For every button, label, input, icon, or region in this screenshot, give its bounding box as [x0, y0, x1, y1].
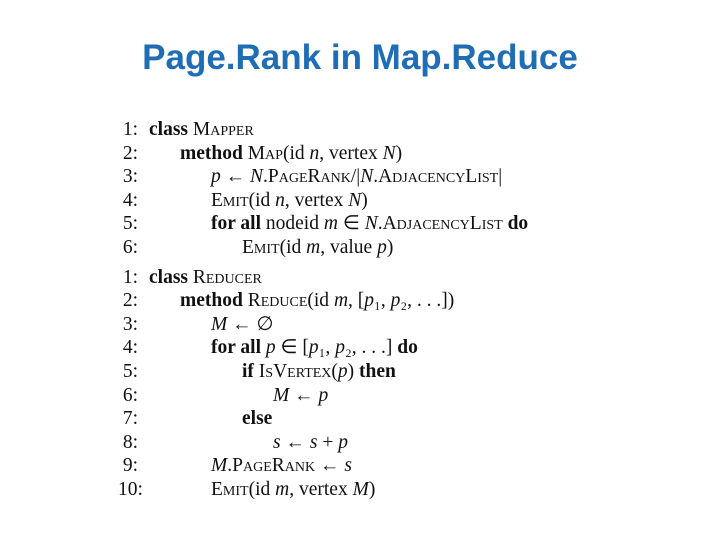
code-token: /| [350, 166, 361, 188]
code-statement [211, 212, 528, 236]
code-token: s [309, 431, 318, 453]
code-token: ← [289, 384, 319, 406]
code-token: . [263, 166, 268, 188]
code-token: Map [247, 142, 283, 164]
code-token: (id [282, 142, 310, 164]
code-token: Reduce [247, 290, 308, 312]
code-token: M [211, 313, 228, 335]
code-token: p [364, 290, 375, 312]
line-number: 4: [122, 337, 138, 359]
line-number: 6: [122, 236, 138, 258]
code-token: if [242, 360, 259, 382]
line-number: 5: [122, 360, 138, 382]
code-token: p [377, 236, 387, 258]
line-number: 1: [122, 266, 138, 288]
code-statement [211, 313, 274, 337]
code-token: method [180, 142, 248, 164]
code-token: m [306, 236, 321, 258]
line-number: 4: [122, 189, 138, 211]
code-token: p [338, 431, 348, 453]
code-token: M [352, 478, 369, 500]
code-token: p [318, 384, 329, 406]
line-number: 5: [122, 213, 138, 235]
code-token: N [360, 166, 374, 188]
code-token: Emit [211, 478, 249, 500]
reducer-line [118, 384, 618, 408]
code-token: , vertex [284, 189, 349, 211]
code-token: , vertex [289, 478, 353, 500]
code-token: m [333, 290, 349, 312]
slide-title: Page.Rank in Map.Reduce [142, 38, 578, 77]
code-token: PageRank [267, 166, 351, 188]
code-token: m [275, 478, 290, 500]
line-number: 2: [122, 290, 138, 312]
code-token: ( [331, 360, 338, 382]
code-token: else [242, 408, 273, 430]
code-token: class [149, 266, 193, 288]
code-token: IsVertex [258, 360, 332, 382]
code-token: (id [307, 290, 334, 312]
code-token: p [337, 360, 348, 382]
line-number: 9: [122, 455, 138, 477]
code-statement [242, 360, 396, 384]
code-token: ← [220, 166, 250, 188]
line-number: 3: [122, 166, 138, 188]
line-number: 6: [122, 384, 138, 406]
code-token: ) [347, 360, 360, 382]
code-token: N [250, 166, 264, 188]
code-token: ) [368, 478, 376, 500]
code-token: (id [279, 236, 307, 258]
code-token: M [211, 455, 228, 477]
code-token: Emit [211, 189, 249, 211]
code-token: p [390, 290, 401, 312]
reducer-line [118, 266, 618, 290]
code-token: | [498, 166, 503, 188]
line-number: 8: [122, 431, 138, 453]
code-token: class [149, 119, 193, 140]
code-token: method [180, 290, 248, 312]
reducer-algorithm [118, 266, 618, 502]
code-statement [211, 336, 418, 360]
reducer-line [118, 360, 618, 384]
code-token: ₂, . . .]) [400, 290, 455, 312]
code-statement [242, 236, 393, 260]
code-statement [273, 431, 348, 455]
code-token: ₁, [374, 290, 391, 312]
code-statement [242, 407, 272, 431]
code-token: s [273, 431, 281, 453]
code-token: s [344, 455, 352, 477]
mapper-line [118, 118, 618, 142]
code-token: , [ [348, 290, 365, 312]
mapper-algorithm [118, 118, 618, 260]
code-token: m [323, 213, 338, 235]
code-token: p [211, 166, 221, 188]
code-token: p [265, 337, 276, 359]
code-token: PageRank [232, 455, 316, 477]
code-token: p [335, 337, 345, 359]
code-token: p [308, 337, 319, 359]
code-token: ← ∅ [227, 313, 274, 335]
reducer-line [118, 336, 618, 360]
mapper-line [118, 212, 618, 236]
code-token: then [359, 360, 396, 382]
code-token: N [382, 142, 396, 164]
code-statement [149, 266, 262, 290]
code-token: + [317, 431, 339, 453]
code-token: Mapper [192, 119, 254, 140]
line-number: 3: [122, 313, 138, 335]
code-token: (id [248, 478, 276, 500]
code-token: . [377, 213, 383, 235]
reducer-line [118, 454, 618, 478]
code-token: ∈ [337, 213, 365, 235]
code-token: ) [386, 236, 394, 258]
code-statement [211, 189, 368, 213]
code-token: , vertex [319, 142, 383, 164]
code-token: ) [395, 142, 403, 164]
code-token: ₁, [318, 337, 336, 359]
reducer-line [118, 407, 618, 431]
code-statement [211, 478, 375, 502]
code-token: AdjacencyList [378, 166, 499, 188]
code-statement [180, 142, 402, 166]
pseudocode-listing [118, 118, 618, 502]
code-token: for all [211, 337, 266, 359]
code-statement [273, 384, 328, 408]
code-token: for all [211, 213, 266, 235]
code-token: ← [315, 455, 345, 477]
code-statement [180, 289, 454, 313]
line-number: 10: [118, 478, 143, 500]
code-token: . [227, 455, 233, 477]
reducer-line [118, 478, 618, 502]
line-number: 2: [122, 142, 138, 164]
code-token: , value [320, 236, 378, 258]
code-statement [211, 454, 352, 478]
mapper-line [118, 142, 618, 166]
code-token: . [373, 166, 379, 188]
code-token: ₂, . . .] [344, 337, 398, 359]
code-token: Emit [242, 236, 280, 258]
mapper-line [118, 236, 618, 260]
code-token: do [397, 337, 418, 359]
reducer-line [118, 289, 618, 313]
line-number: 1: [122, 119, 138, 140]
code-token: N [364, 213, 378, 235]
code-token: ∈ [ [275, 337, 309, 359]
code-token: n [309, 142, 320, 164]
code-statement [211, 165, 502, 189]
code-token: ← [280, 431, 310, 453]
code-token: M [273, 384, 290, 406]
code-token: ) [361, 189, 368, 211]
mapper-line [118, 165, 618, 189]
reducer-line [118, 431, 618, 455]
code-token: N [348, 189, 362, 211]
code-token: AdjacencyList [382, 213, 503, 235]
code-token: do [502, 213, 529, 235]
code-statement [149, 118, 254, 142]
code-token: (id [248, 189, 276, 211]
code-token: n [275, 189, 285, 211]
code-token: nodeid [265, 213, 324, 235]
code-token: Reducer [192, 266, 262, 288]
line-number: 7: [122, 408, 138, 430]
reducer-line [118, 313, 618, 337]
mapper-line [118, 189, 618, 213]
